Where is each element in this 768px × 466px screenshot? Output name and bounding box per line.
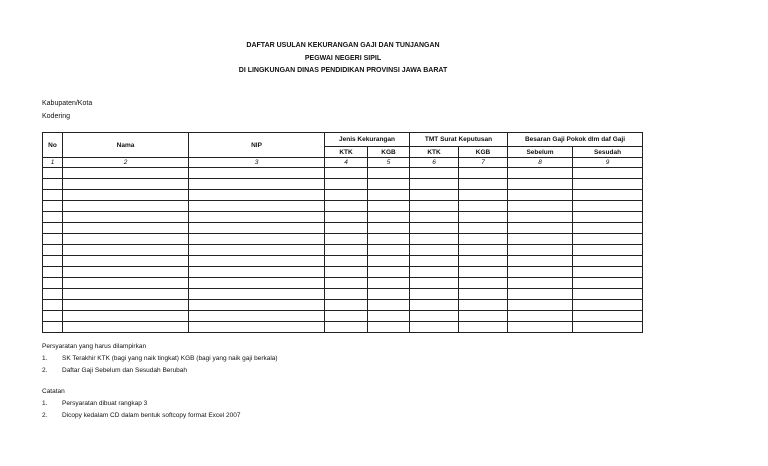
table-cell bbox=[508, 300, 573, 311]
list-text: Daftar Gaji Sebelum dan Sesudah Berubah bbox=[62, 367, 188, 374]
table-cell bbox=[43, 300, 63, 311]
note-item bbox=[42, 398, 240, 410]
column-number: 5 bbox=[368, 158, 410, 168]
table-cell bbox=[573, 190, 643, 201]
table-row bbox=[43, 311, 643, 322]
table-cell bbox=[43, 311, 63, 322]
table-cell bbox=[368, 190, 410, 201]
table-cell bbox=[410, 256, 459, 267]
header-tmt: TMT Surat Keputusan bbox=[410, 133, 508, 147]
column-number: 3 bbox=[189, 158, 325, 168]
table-cell bbox=[368, 311, 410, 322]
header-ktk-1: KTK bbox=[325, 147, 368, 158]
table-row bbox=[43, 234, 643, 245]
table-cell bbox=[368, 212, 410, 223]
column-number: 6 bbox=[410, 158, 459, 168]
list-number: 2. bbox=[42, 367, 48, 374]
header-no: No bbox=[43, 133, 63, 158]
table-cell bbox=[325, 322, 368, 333]
table-cell bbox=[189, 300, 325, 311]
table-cell bbox=[410, 212, 459, 223]
column-number-row bbox=[43, 158, 643, 168]
table-cell bbox=[573, 322, 643, 333]
table-cell bbox=[63, 278, 189, 289]
title-line-1: DAFTAR USULAN KEKURANGAN GAJI DAN TUNJANGAN bbox=[246, 42, 440, 49]
table-cell bbox=[189, 311, 325, 322]
table-cell bbox=[325, 245, 368, 256]
table-cell bbox=[189, 168, 325, 179]
table-cell bbox=[573, 245, 643, 256]
table-cell bbox=[508, 322, 573, 333]
table-cell bbox=[63, 234, 189, 245]
table-cell bbox=[459, 234, 508, 245]
table-cell bbox=[459, 256, 508, 267]
table-cell bbox=[459, 289, 508, 300]
table-row bbox=[43, 212, 643, 223]
table-cell bbox=[459, 245, 508, 256]
requirements-heading: Persyaratan yang harus dilampirkan bbox=[42, 343, 147, 350]
table-cell bbox=[508, 168, 573, 179]
table-cell bbox=[63, 168, 189, 179]
table-cell bbox=[508, 245, 573, 256]
list-text: Persyaratan dibuat rangkap 3 bbox=[62, 400, 148, 407]
table-cell bbox=[459, 212, 508, 223]
table-cell bbox=[189, 179, 325, 190]
header-nama: Nama bbox=[63, 133, 189, 158]
table-cell bbox=[325, 289, 368, 300]
table-cell bbox=[43, 278, 63, 289]
meta-block bbox=[42, 98, 92, 123]
table-cell bbox=[368, 223, 410, 234]
table-cell bbox=[459, 300, 508, 311]
table-row bbox=[43, 289, 643, 300]
kabupaten-label: Kabupaten/Kota bbox=[42, 100, 93, 107]
table-row bbox=[43, 322, 643, 333]
table-row bbox=[43, 223, 643, 234]
table-cell bbox=[410, 289, 459, 300]
table-cell bbox=[63, 201, 189, 212]
table-cell bbox=[189, 234, 325, 245]
table-cell bbox=[573, 267, 643, 278]
table-cell bbox=[189, 190, 325, 201]
table-row bbox=[43, 245, 643, 256]
table-cell bbox=[189, 256, 325, 267]
requirement-item bbox=[42, 353, 278, 365]
table-cell bbox=[573, 201, 643, 212]
table-cell bbox=[325, 223, 368, 234]
table-cell bbox=[410, 267, 459, 278]
table-cell bbox=[43, 245, 63, 256]
table-cell bbox=[189, 278, 325, 289]
table-cell bbox=[410, 168, 459, 179]
table-cell bbox=[325, 234, 368, 245]
title-line-2: PEGWAI NEGERI SIPIL bbox=[304, 54, 382, 62]
table-cell bbox=[368, 201, 410, 212]
table-cell bbox=[63, 289, 189, 300]
column-number: 4 bbox=[325, 158, 368, 168]
table-cell bbox=[573, 212, 643, 223]
document-title bbox=[0, 40, 686, 78]
table-cell bbox=[325, 212, 368, 223]
table-cell bbox=[189, 267, 325, 278]
table-cell bbox=[459, 278, 508, 289]
table-cell bbox=[43, 267, 63, 278]
notes-block bbox=[42, 386, 240, 422]
table-cell bbox=[325, 256, 368, 267]
list-number: 1. bbox=[42, 400, 48, 407]
kodering-label: Kodering bbox=[42, 112, 71, 120]
table-cell bbox=[189, 201, 325, 212]
table-cell bbox=[573, 223, 643, 234]
table-row bbox=[43, 190, 643, 201]
table-cell bbox=[410, 300, 459, 311]
list-number: 1. bbox=[42, 355, 48, 362]
table-cell bbox=[573, 179, 643, 190]
table-cell bbox=[368, 278, 410, 289]
table-cell bbox=[410, 234, 459, 245]
table-cell bbox=[325, 168, 368, 179]
table-cell bbox=[325, 179, 368, 190]
table-cell bbox=[43, 212, 63, 223]
table-cell bbox=[368, 234, 410, 245]
table-cell bbox=[508, 289, 573, 300]
table-cell bbox=[368, 168, 410, 179]
table-cell bbox=[368, 300, 410, 311]
table-cell bbox=[43, 322, 63, 333]
header-ktk-2: KTK bbox=[410, 147, 459, 158]
table-cell bbox=[508, 234, 573, 245]
table-cell bbox=[325, 190, 368, 201]
table-cell bbox=[63, 223, 189, 234]
table-cell bbox=[63, 267, 189, 278]
table-cell bbox=[43, 201, 63, 212]
table-cell bbox=[573, 256, 643, 267]
table-body bbox=[43, 168, 643, 333]
table-cell bbox=[63, 190, 189, 201]
table-cell bbox=[43, 190, 63, 201]
table-row bbox=[43, 267, 643, 278]
table-cell bbox=[189, 289, 325, 300]
list-number: 2. bbox=[42, 412, 48, 419]
column-number: 8 bbox=[508, 158, 573, 168]
list-text: SK Terakhir KTK (bagi yang naik tingkat) KGB (bagi yang naik gaji berkala) bbox=[62, 355, 278, 362]
header-besaran-gaji: Besaran Gaji Pokok dlm daf Gaji bbox=[508, 133, 643, 147]
table-cell bbox=[43, 256, 63, 267]
table-cell bbox=[573, 289, 643, 300]
table-row bbox=[43, 300, 643, 311]
note-item bbox=[42, 410, 240, 422]
table-cell bbox=[410, 245, 459, 256]
table-cell bbox=[459, 322, 508, 333]
header-kgb-1: KGB bbox=[368, 147, 410, 158]
table-cell bbox=[43, 234, 63, 245]
table-cell bbox=[508, 256, 573, 267]
table-row bbox=[43, 168, 643, 179]
column-number: 9 bbox=[573, 158, 643, 168]
table-cell bbox=[459, 201, 508, 212]
table-cell bbox=[63, 245, 189, 256]
requirement-item bbox=[42, 365, 278, 377]
table-cell bbox=[410, 190, 459, 201]
table-cell bbox=[459, 267, 508, 278]
table-cell bbox=[508, 267, 573, 278]
table-cell bbox=[63, 179, 189, 190]
table-cell bbox=[459, 190, 508, 201]
column-number: 2 bbox=[63, 158, 189, 168]
table-cell bbox=[63, 212, 189, 223]
table-cell bbox=[508, 179, 573, 190]
table-cell bbox=[325, 300, 368, 311]
table-cell bbox=[325, 278, 368, 289]
table-row bbox=[43, 201, 643, 212]
table-cell bbox=[410, 278, 459, 289]
table-cell bbox=[508, 212, 573, 223]
header-jenis-kekurangan: Jenis Kekurangan bbox=[325, 133, 410, 147]
header-sesudah: Sesudah bbox=[573, 147, 643, 158]
table-cell bbox=[189, 212, 325, 223]
table-cell bbox=[189, 245, 325, 256]
table-cell bbox=[459, 168, 508, 179]
table-cell bbox=[325, 267, 368, 278]
table-cell bbox=[368, 289, 410, 300]
table-cell bbox=[410, 322, 459, 333]
header-sebelum: Sebelum bbox=[508, 147, 573, 158]
header-nip: NIP bbox=[189, 133, 325, 158]
table-cell bbox=[573, 311, 643, 322]
table-cell bbox=[410, 179, 459, 190]
table-cell bbox=[410, 311, 459, 322]
table-cell bbox=[573, 300, 643, 311]
table-cell bbox=[368, 322, 410, 333]
table-cell bbox=[189, 322, 325, 333]
table-cell bbox=[368, 179, 410, 190]
table-cell bbox=[63, 311, 189, 322]
table-cell bbox=[508, 223, 573, 234]
table-cell bbox=[459, 179, 508, 190]
table-cell bbox=[410, 201, 459, 212]
table-cell bbox=[189, 223, 325, 234]
table-cell bbox=[508, 311, 573, 322]
table-row bbox=[43, 278, 643, 289]
table-cell bbox=[43, 289, 63, 300]
table-cell bbox=[459, 311, 508, 322]
table-cell bbox=[63, 300, 189, 311]
table-cell bbox=[63, 256, 189, 267]
table-cell bbox=[508, 278, 573, 289]
notes-heading: Catatan bbox=[42, 388, 65, 395]
table-cell bbox=[368, 267, 410, 278]
salary-table bbox=[42, 132, 643, 333]
list-text: Dicopy kedalam CD dalam bentuk softcopy format Excel 2007 bbox=[62, 412, 241, 419]
table-cell bbox=[573, 234, 643, 245]
table-cell bbox=[368, 256, 410, 267]
title-line-3: DI LINGKUNGAN DINAS PENDIDIKAN PROVINSI JAWA BARAT bbox=[238, 67, 448, 74]
table-cell bbox=[368, 245, 410, 256]
table-cell bbox=[43, 223, 63, 234]
table-cell bbox=[325, 311, 368, 322]
column-number: 1 bbox=[43, 158, 63, 168]
column-number: 7 bbox=[459, 158, 508, 168]
table-cell bbox=[573, 168, 643, 179]
table-cell bbox=[459, 223, 508, 234]
table-cell bbox=[63, 322, 189, 333]
table-row bbox=[43, 179, 643, 190]
table-row bbox=[43, 256, 643, 267]
header-kgb-2: KGB bbox=[459, 147, 508, 158]
table-cell bbox=[508, 190, 573, 201]
table-cell bbox=[573, 278, 643, 289]
table-cell bbox=[410, 223, 459, 234]
requirements-block bbox=[42, 341, 278, 377]
table-cell bbox=[325, 201, 368, 212]
table-cell bbox=[43, 179, 63, 190]
table-cell bbox=[508, 201, 573, 212]
table-cell bbox=[43, 168, 63, 179]
